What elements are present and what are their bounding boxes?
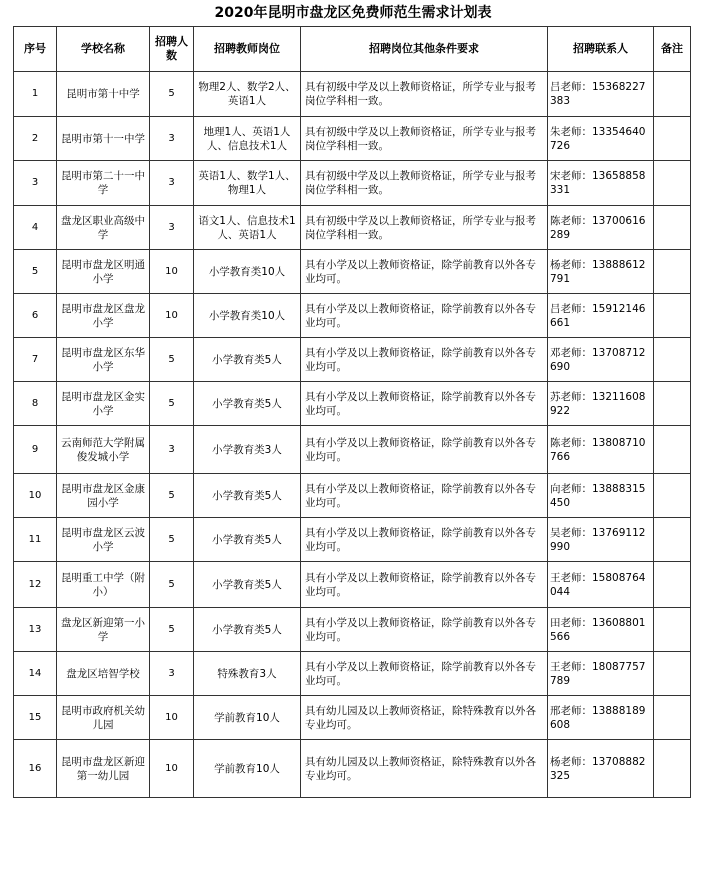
table-row (14, 562, 691, 608)
cell-note (654, 206, 691, 250)
cell-index: 1 (14, 72, 57, 117)
cell-requirement: 具有幼儿园及以上教师资格证，除特殊教育以外各专业均可。 (301, 740, 548, 798)
cell-requirement: 具有小学及以上教师资格证，除学前教育以外各专业均可。 (301, 518, 548, 562)
cell-contact: 向老师：13888315450 (548, 474, 654, 518)
cell-school: 昆明市盘龙区盘龙小学 (57, 294, 150, 338)
cell-positions: 物理2人、数学2人、英语1人 (194, 72, 301, 117)
table-row (14, 518, 691, 562)
cell-positions: 小学教育类10人 (194, 250, 301, 294)
table-row (14, 250, 691, 294)
cell-contact: 吕老师：15368227383 (548, 72, 654, 117)
cell-positions: 英语1人、数学1人、物理1人 (194, 161, 301, 206)
cell-school: 昆明市盘龙区金实小学 (57, 382, 150, 426)
cell-index: 13 (14, 608, 57, 652)
table-row (14, 161, 691, 206)
cell-requirement: 具有初级中学及以上教师资格证，所学专业与报考岗位学科相一致。 (301, 206, 548, 250)
header-cell: 招聘教师岗位 (194, 27, 301, 72)
cell-note (654, 338, 691, 382)
cell-requirement: 具有初级中学及以上教师资格证，所学专业与报考岗位学科相一致。 (301, 72, 548, 117)
cell-index: 11 (14, 518, 57, 562)
page-title: 2020年昆明市盘龙区免费师范生需求计划表 (214, 5, 492, 21)
cell-positions: 小学教育类5人 (194, 474, 301, 518)
cell-school: 昆明市盘龙区新迎第一幼儿园 (57, 740, 150, 798)
cell-note (654, 474, 691, 518)
cell-contact: 朱老师：13354640726 (548, 117, 654, 161)
cell-requirement: 具有小学及以上教师资格证，除学前教育以外各专业均可。 (301, 652, 548, 696)
cell-positions: 小学教育类5人 (194, 562, 301, 608)
cell-note (654, 562, 691, 608)
cell-count: 3 (150, 426, 194, 474)
cell-note (654, 294, 691, 338)
cell-note (654, 740, 691, 798)
cell-contact: 吴老师：13769112990 (548, 518, 654, 562)
cell-index: 3 (14, 161, 57, 206)
cell-count: 3 (150, 117, 194, 161)
cell-contact: 杨老师：13888612791 (548, 250, 654, 294)
cell-requirement: 具有小学及以上教师资格证，除学前教育以外各专业均可。 (301, 426, 548, 474)
header-cell: 招聘人数 (150, 27, 194, 72)
cell-positions: 小学教育类10人 (194, 294, 301, 338)
cell-index: 2 (14, 117, 57, 161)
cell-index: 5 (14, 250, 57, 294)
table-row (14, 696, 691, 740)
cell-note (654, 161, 691, 206)
cell-school: 盘龙区职业高级中学 (57, 206, 150, 250)
cell-count: 5 (150, 608, 194, 652)
cell-count: 10 (150, 250, 194, 294)
cell-count: 10 (150, 696, 194, 740)
cell-positions: 学前教育10人 (194, 696, 301, 740)
cell-positions: 小学教育类3人 (194, 426, 301, 474)
table-row (14, 382, 691, 426)
cell-count: 5 (150, 518, 194, 562)
table-row (14, 72, 691, 117)
cell-school: 昆明市盘龙区东华小学 (57, 338, 150, 382)
header-cell: 序号 (14, 27, 57, 72)
cell-school: 昆明重工中学（附小） (57, 562, 150, 608)
cell-contact: 王老师：15808764044 (548, 562, 654, 608)
cell-index: 16 (14, 740, 57, 798)
cell-index: 12 (14, 562, 57, 608)
table-row (14, 740, 691, 798)
cell-note (654, 652, 691, 696)
cell-positions: 语文1人、信息技术1人、英语1人 (194, 206, 301, 250)
table-row (14, 474, 691, 518)
table-row (14, 608, 691, 652)
cell-note (654, 518, 691, 562)
table-row (14, 294, 691, 338)
cell-requirement: 具有小学及以上教师资格证，除学前教育以外各专业均可。 (301, 338, 548, 382)
header-cell: 招聘岗位其他条件要求 (301, 27, 548, 72)
cell-school: 昆明市政府机关幼儿园 (57, 696, 150, 740)
cell-contact: 苏老师：13211608922 (548, 382, 654, 426)
header-cell: 备注 (654, 27, 691, 72)
recruitment-table (13, 26, 691, 798)
cell-count: 5 (150, 562, 194, 608)
cell-index: 7 (14, 338, 57, 382)
cell-contact: 陈老师：13808710766 (548, 426, 654, 474)
cell-note (654, 117, 691, 161)
cell-note (654, 426, 691, 474)
cell-requirement: 具有小学及以上教师资格证，除学前教育以外各专业均可。 (301, 294, 548, 338)
cell-count: 10 (150, 740, 194, 798)
cell-positions: 特殊教育3人 (194, 652, 301, 696)
cell-contact: 宋老师：13658858331 (548, 161, 654, 206)
cell-positions: 小学教育类5人 (194, 338, 301, 382)
header-cell: 招聘联系人 (548, 27, 654, 72)
cell-positions: 地理1人、英语1人人、信息技术1人 (194, 117, 301, 161)
cell-note (654, 382, 691, 426)
cell-index: 8 (14, 382, 57, 426)
cell-contact: 邓老师：13708712690 (548, 338, 654, 382)
cell-school: 盘龙区新迎第一小学 (57, 608, 150, 652)
cell-positions: 小学教育类5人 (194, 382, 301, 426)
cell-requirement: 具有幼儿园及以上教师资格证，除特殊教育以外各专业均可。 (301, 696, 548, 740)
cell-requirement: 具有小学及以上教师资格证，除学前教育以外各专业均可。 (301, 608, 548, 652)
cell-school: 云南师范大学附属俊发城小学 (57, 426, 150, 474)
cell-contact: 田老师：13608801566 (548, 608, 654, 652)
cell-requirement: 具有小学及以上教师资格证，除学前教育以外各专业均可。 (301, 474, 548, 518)
cell-index: 15 (14, 696, 57, 740)
cell-index: 9 (14, 426, 57, 474)
cell-count: 5 (150, 72, 194, 117)
cell-requirement: 具有小学及以上教师资格证，除学前教育以外各专业均可。 (301, 562, 548, 608)
cell-school: 盘龙区培智学校 (57, 652, 150, 696)
cell-note (654, 608, 691, 652)
table-row (14, 117, 691, 161)
cell-school: 昆明市第十中学 (57, 72, 150, 117)
cell-count: 3 (150, 161, 194, 206)
cell-school: 昆明市盘龙区云波小学 (57, 518, 150, 562)
cell-index: 14 (14, 652, 57, 696)
cell-school: 昆明市第十一中学 (57, 117, 150, 161)
cell-count: 5 (150, 382, 194, 426)
cell-note (654, 72, 691, 117)
cell-index: 4 (14, 206, 57, 250)
cell-requirement: 具有小学及以上教师资格证，除学前教育以外各专业均可。 (301, 250, 548, 294)
cell-school: 昆明市盘龙区金康园小学 (57, 474, 150, 518)
cell-contact: 吕老师：15912146661 (548, 294, 654, 338)
cell-requirement: 具有初级中学及以上教师资格证，所学专业与报考岗位学科相一致。 (301, 117, 548, 161)
cell-positions: 学前教育10人 (194, 740, 301, 798)
cell-school: 昆明市第二十一中学 (57, 161, 150, 206)
cell-positions: 小学教育类5人 (194, 608, 301, 652)
cell-count: 5 (150, 338, 194, 382)
cell-contact: 杨老师：13708882325 (548, 740, 654, 798)
cell-note (654, 696, 691, 740)
cell-school: 昆明市盘龙区明通小学 (57, 250, 150, 294)
table-row (14, 652, 691, 696)
cell-note (654, 250, 691, 294)
cell-count: 5 (150, 474, 194, 518)
cell-positions: 小学教育类5人 (194, 518, 301, 562)
cell-contact: 陈老师：13700616289 (548, 206, 654, 250)
table-row (14, 206, 691, 250)
cell-requirement: 具有初级中学及以上教师资格证，所学专业与报考岗位学科相一致。 (301, 161, 548, 206)
header-cell: 学校名称 (57, 27, 150, 72)
table-row (14, 338, 691, 382)
cell-contact: 邢老师：13888189608 (548, 696, 654, 740)
cell-count: 3 (150, 206, 194, 250)
cell-requirement: 具有小学及以上教师资格证，除学前教育以外各专业均可。 (301, 382, 548, 426)
cell-index: 6 (14, 294, 57, 338)
table-row (14, 426, 691, 474)
cell-index: 10 (14, 474, 57, 518)
cell-count: 3 (150, 652, 194, 696)
table-header-row (14, 27, 691, 72)
cell-count: 10 (150, 294, 194, 338)
cell-contact: 王老师：18087757789 (548, 652, 654, 696)
